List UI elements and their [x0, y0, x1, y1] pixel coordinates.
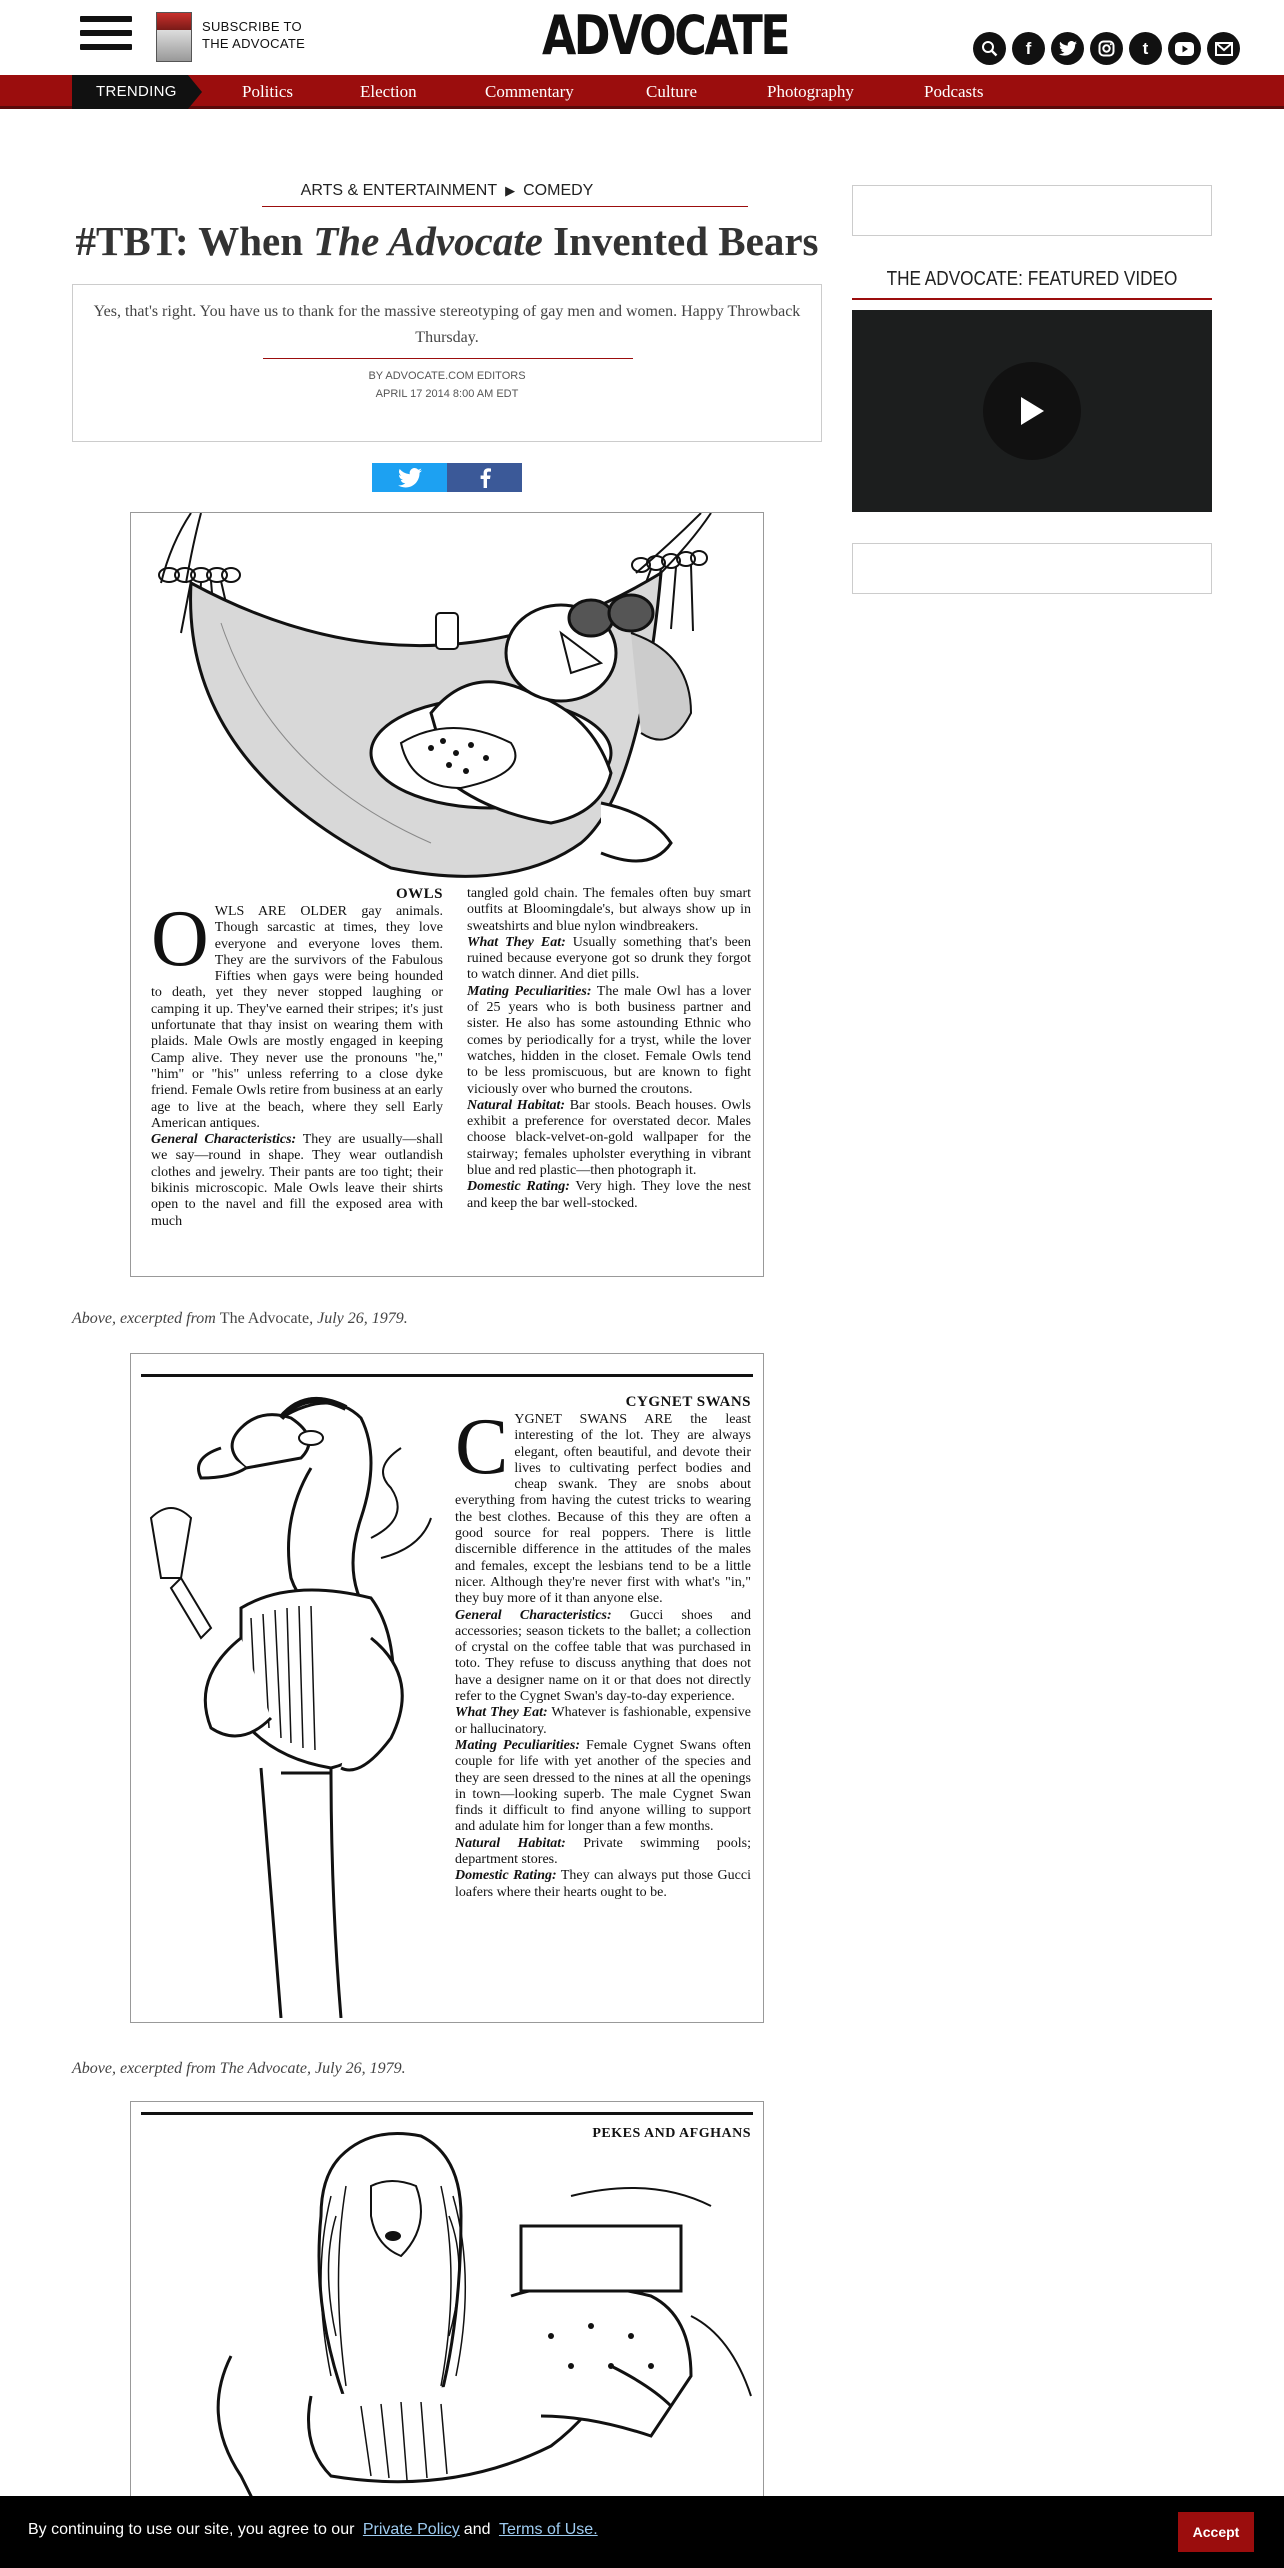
search-icon[interactable]: [973, 32, 1006, 65]
nav-item-election[interactable]: Election: [360, 82, 417, 101]
byline-date: APRIL 17 2014 8:00 AM EDT: [375, 388, 519, 400]
owls-heading: OWLS: [395, 886, 443, 902]
cygnet-swans-text: [455, 1403, 752, 1901]
youtube-icon[interactable]: [1168, 32, 1201, 65]
share-buttons: [372, 463, 522, 492]
twitter-icon[interactable]: [1051, 32, 1084, 65]
main-nav: [0, 75, 1284, 109]
title-prefix: #TBT: When: [75, 218, 314, 264]
cookie-and: and: [463, 2521, 491, 2538]
breadcrumb: [72, 182, 822, 200]
caption1-date: , July 26, 1979.: [309, 1310, 408, 1327]
cygnet-mate: Female Cygnet Swans often couple for life with yet another of the species and they are seen dressed to the nines at all the openings in town—looking superb. The male Cygnet Swan finds it difficult to find anyone willing to support and adulate him for longer than a few months.: [455, 1737, 752, 1835]
menu-icon[interactable]: [80, 16, 132, 56]
subscribe-line-1: SUBSCRIBE TO: [202, 19, 302, 34]
cygnet-eat-label: What They Eat:: [455, 1705, 548, 1721]
share-facebook-button[interactable]: [447, 463, 522, 492]
owls-dropcap: O: [151, 895, 209, 983]
cygnet-gc-label: General Characteristics:: [455, 1607, 612, 1623]
caption-cygnet-swans: Above, excerpted from The Advocate, July 26, 1979.: [72, 2060, 406, 2077]
breadcrumb-arts-entertainment[interactable]: ARTS & ENTERTAINMENT: [300, 182, 498, 199]
cygnet-swans-heading: CYGNET SWANS: [625, 1394, 751, 1410]
figure-top-rule: [141, 2112, 753, 2115]
featured-video-title: THE ADVOCATE: FEATURED VIDEO: [886, 268, 1178, 290]
featured-video-divider: [852, 298, 1212, 300]
breadcrumb-comedy[interactable]: COMEDY: [523, 182, 594, 199]
accept-cookies-button[interactable]: Accept: [1178, 2512, 1254, 2552]
figure-top-rule: [141, 1374, 753, 1377]
nav-item-politics[interactable]: Politics: [242, 82, 294, 101]
sidebar-ad-slot-top: [852, 185, 1212, 236]
subscribe-line-2: THE ADVOCATE: [202, 36, 306, 51]
sidebar-ad-slot-bottom: [852, 543, 1212, 594]
cygnet-domestic: They can always put those Gucci loafers where their hearts ought to be.: [455, 1868, 751, 1900]
article-image-cygnet-swans: [130, 1353, 764, 2023]
nav-item-culture[interactable]: Culture: [646, 82, 697, 101]
nav-item-commentary[interactable]: Commentary: [485, 82, 574, 101]
cygnet-intro: YGNET SWANS ARE the least interesting of the lot. They are always elegant, often beautiful, and devote their lives to cultivating perfect bodies and cheap swank. They are snobs about everything from having the cutest tricks to wearing the best clothes. Because of this they are often a good source for real poppers. There is little discernible difference in the attitudes of the males and females, except the lesbians tend to be a little nicer. Although they're never first with what's "in," they buy more of it than anyone else.: [455, 1412, 751, 1607]
owls-eat-label: What They Eat:: [467, 934, 566, 950]
cygnet-gc: Gucci shoes and accessories; season tickets to the ballet; a collection of crystal on the coffee table that was purchased in toto. They refuse to discuss anything that does not have a designer name on it or that does not directly refer to the Cygnet Swan's day-to-day experience.: [455, 1607, 751, 1705]
site-logo[interactable]: ADVOCATE: [541, 4, 789, 67]
deck-divider: [263, 358, 633, 359]
swan-illustration: [131, 1378, 441, 2018]
title-suffix: Invented Bears: [542, 218, 819, 264]
cygnet-mate-label: Mating Peculiarities:: [455, 1737, 581, 1753]
trending-label: TRENDING: [72, 75, 188, 109]
play-button[interactable]: [983, 362, 1081, 460]
tumblr-icon[interactable]: t: [1129, 32, 1162, 65]
pekes-afghans-heading: PEKES AND AFGHANS: [592, 2126, 751, 2141]
article-title: [72, 214, 822, 268]
terms-of-use-link[interactable]: Terms of Use.: [498, 2521, 598, 2538]
share-twitter-button[interactable]: [372, 463, 447, 492]
facebook-icon[interactable]: f: [1012, 32, 1045, 65]
breadcrumb-arrow-icon: ▶: [505, 183, 516, 198]
mail-icon[interactable]: [1207, 32, 1240, 65]
privacy-policy-link[interactable]: Private Policy: [362, 2521, 460, 2538]
cookie-message: By continuing to use our site, you agree to our: [28, 2521, 355, 2538]
owls-column-2: [467, 886, 751, 1212]
caption-owls: [72, 1310, 408, 1328]
owls-col1-gc-label: General Characteristics:: [151, 1132, 297, 1148]
owls-mate-label: Mating Peculiarities:: [467, 983, 592, 999]
site-header: [0, 0, 1284, 76]
magazine-cover-thumbnail[interactable]: [156, 12, 192, 62]
owls-habitat-label: Natural Habitat:: [467, 1097, 566, 1113]
owls-domestic: Very high. They love the nest and keep the bar well-stocked.: [467, 1179, 751, 1211]
owls-habitat: Bar stools. Beach houses. Owls exhibit a preference for overstated decor. Males choose black-velvet-on-gold wallpaper for the stairway; females upholster everything in vibrant blue and red plastic—then photograph it.: [467, 1097, 751, 1179]
article-image-owls: [130, 512, 764, 1277]
nav-item-photography[interactable]: Photography: [767, 82, 854, 101]
owls-column-1: [151, 895, 443, 1230]
article-summary-box: [72, 284, 822, 442]
twitter-icon: [398, 468, 422, 488]
byline-author[interactable]: BY ADVOCATE.COM EDITORS: [368, 370, 526, 382]
owls-domestic-label: Domestic Rating:: [467, 1179, 570, 1195]
cygnet-dropcap: C: [455, 1403, 509, 1491]
breadcrumb-divider: [262, 206, 748, 207]
play-icon: [1019, 396, 1045, 426]
featured-video-player[interactable]: [852, 310, 1212, 512]
cygnet-domestic-label: Domestic Rating:: [455, 1868, 557, 1884]
owls-eat: Usually something that's been ruined because everyone got so drunk they forgot to watch dinner. And diet pills.: [467, 934, 752, 983]
title-italic: The Advocate: [313, 218, 543, 264]
owls-col2-intro: tangled gold chain. The females often buy smart outfits at Bloomingdale's, but always show up in sweatshirts and blue nylon windbreakers.: [467, 886, 751, 934]
cygnet-habitat: Private swimming pools; department stores.: [455, 1835, 752, 1868]
caption1-publication: The Advocate: [219, 1310, 310, 1327]
cookie-consent-text: [28, 2521, 602, 2539]
cygnet-habitat-label: Natural Habitat:: [455, 1835, 566, 1851]
article-byline: [73, 367, 821, 403]
article-deck: Yes, that's right. You have us to thank for the massive stereotyping of gay men and women. Happy Throwback Thursday.: [93, 303, 801, 346]
cygnet-eat: Whatever is fashionable, expensive or hallucinatory.: [455, 1705, 751, 1737]
instagram-icon[interactable]: [1090, 32, 1123, 65]
nav-item-podcasts[interactable]: Podcasts: [924, 82, 984, 101]
cookie-consent-bar: [0, 2496, 1284, 2568]
caption1-prefix: Above, excerpted from: [72, 1310, 220, 1327]
facebook-icon: [479, 468, 491, 488]
owls-col1-intro: WLS ARE OLDER gay animals. Though sarcastic at times, they love everyone and everyone loves them. They are the survivors of the Fabulous Fifties when gays were being hounded to death, yet they never stopped laughing or camping it up. They've earned their stripes; it's just unfortunate that thay insist on wearing them with plaids. Male Owls are mostly engaged in keeping Camp alive. They never use the pronouns "he," "him" or "his" unless referring to a close dyke friend. Female Owls retire from business at an early age to live at the beach, where they sell Early American antiques.: [151, 904, 443, 1131]
owls-col1-gc: They are usually—shall we say—round in shape. They wear outlandish clothes and jewelry. Their pants are too tight; their bikinis microscopic. Male Owls leave their shirts open to the navel and fill the exposed area with much: [151, 1132, 443, 1229]
social-icons: [973, 32, 1240, 65]
owl-hammock-illustration: [131, 513, 764, 883]
subscribe-link[interactable]: [202, 18, 305, 52]
owls-mate: The male Owl has a lover of 25 years who is both business partner and sister. He also has some astounding Ethnic who comes by periodically for a tryst, while the lover watches, hidden in the closet. Female Owls tend to be less promiscuous, but are known to fight viciously over who burned the croutons.: [467, 983, 752, 1097]
